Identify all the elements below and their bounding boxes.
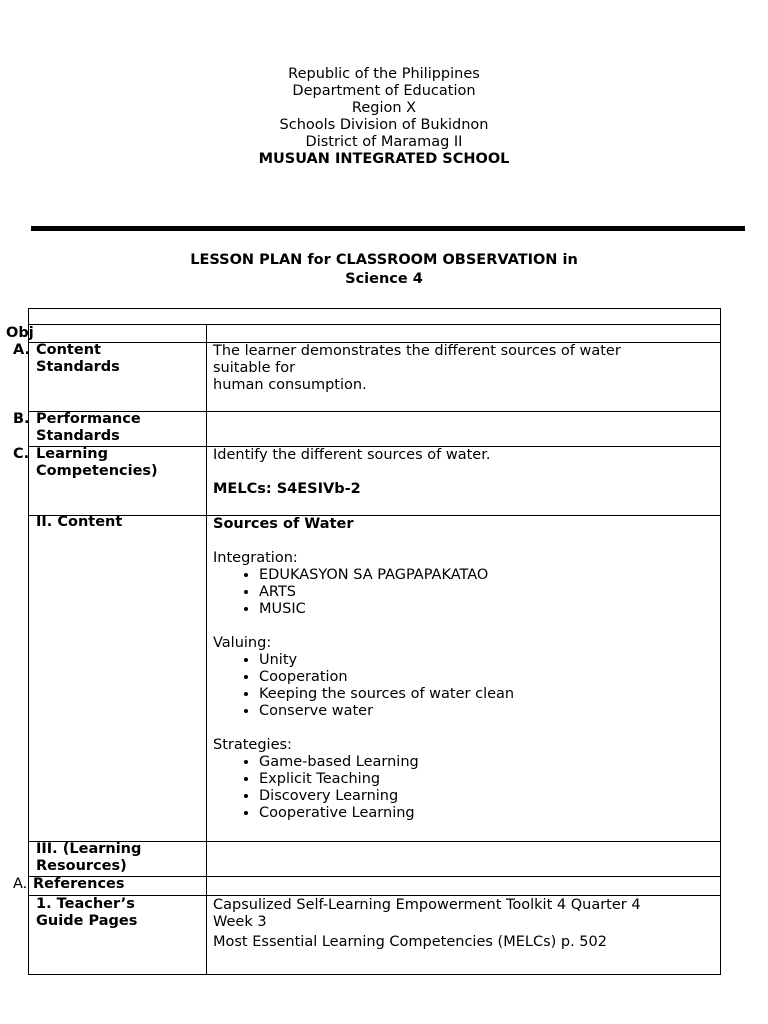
label-line: Standards — [36, 359, 120, 375]
references-letter: A. — [13, 876, 28, 892]
teachers-guide-text: Most Essential Learning Competencies (MELCs) p. 502 — [213, 934, 607, 950]
strategies-label: Strategies: — [213, 737, 292, 753]
content-standards-cell — [213, 343, 713, 394]
list-item: • Conserve water — [259, 703, 713, 720]
list-item: • Keeping the sources of water clean — [259, 686, 713, 703]
list-item: • Cooperative Learning — [259, 805, 713, 822]
column-divider — [206, 325, 207, 974]
content-standards-text: human consumption. — [213, 377, 367, 393]
teachers-guide-cell — [213, 897, 713, 951]
label-line: Guide Pages — [36, 913, 138, 929]
header-divider — [31, 226, 745, 231]
content-cell — [213, 516, 713, 822]
label-line: Competencies) — [36, 463, 158, 479]
performance-standards-letter: B. — [13, 411, 30, 427]
letterhead-school: MUSUAN INTEGRATED SCHOOL — [258, 151, 510, 167]
teachers-guide-text: Capsulized Self-Learning Empowerment Toolkit 4 Quarter 4 — [213, 897, 641, 913]
letterhead-district: District of Maramag II — [305, 134, 463, 150]
label-line: Content — [36, 342, 101, 358]
melcs-code: MELCs: S4ESIVb-2 — [213, 481, 361, 497]
learning-competencies-letter: C. — [13, 446, 30, 462]
letterhead-department: Department of Education — [292, 83, 476, 99]
letterhead-region: Region X — [351, 100, 417, 116]
content-standards-text: suitable for — [213, 360, 296, 376]
letterhead — [0, 66, 768, 168]
list-item: • Explicit Teaching — [259, 771, 713, 788]
learning-resources-label — [36, 841, 141, 875]
valuing-list — [213, 652, 713, 720]
label-line: Standards — [36, 428, 120, 444]
content-standards-label — [36, 342, 120, 376]
learning-competencies-cell — [213, 447, 713, 498]
list-item: • Discovery Learning — [259, 788, 713, 805]
label-line: III. (Learning — [36, 841, 142, 857]
teachers-guide-label — [36, 896, 137, 930]
label-line: Learning — [36, 446, 109, 462]
list-item: • Cooperation — [259, 669, 713, 686]
label-line: 1. Teacher’s — [36, 896, 135, 912]
content-standards-letter: A. — [13, 342, 30, 358]
performance-standards-label — [36, 411, 141, 445]
references-label: References — [33, 876, 125, 892]
letterhead-republic: Republic of the Philippines — [288, 66, 480, 82]
list-item: • Game-based Learning — [259, 754, 713, 771]
list-item: • ARTS — [259, 584, 713, 601]
document-title — [0, 251, 768, 289]
label-line: Performance — [36, 411, 141, 427]
label-line: Resources) — [36, 858, 127, 874]
letterhead-division: Schools Division of Bukidnon — [279, 117, 489, 133]
integration-list — [213, 567, 713, 618]
content-standards-text: The learner demonstrates the different sources of water — [213, 343, 621, 359]
valuing-label: Valuing: — [213, 635, 272, 651]
teachers-guide-text: Week 3 — [213, 914, 267, 930]
strategies-list — [213, 754, 713, 822]
integration-label: Integration: — [213, 550, 298, 566]
row-divider — [29, 876, 720, 877]
document-title-line1: LESSON PLAN for CLASSROOM OBSERVATION in — [190, 252, 578, 268]
learning-competencies-label — [36, 446, 158, 480]
row-divider — [29, 324, 720, 325]
list-item: • Unity — [259, 652, 713, 669]
list-item: • MUSIC — [259, 601, 713, 618]
list-item: • EDUKASYON SA PAGPAPAKATAO — [259, 567, 713, 584]
objectives-label: Obj — [6, 325, 34, 341]
document-title-line2: Science 4 — [345, 271, 423, 287]
learning-competency-text: Identify the different sources of water. — [213, 447, 491, 463]
content-label: II. Content — [36, 514, 123, 530]
content-topic: Sources of Water — [213, 516, 354, 532]
